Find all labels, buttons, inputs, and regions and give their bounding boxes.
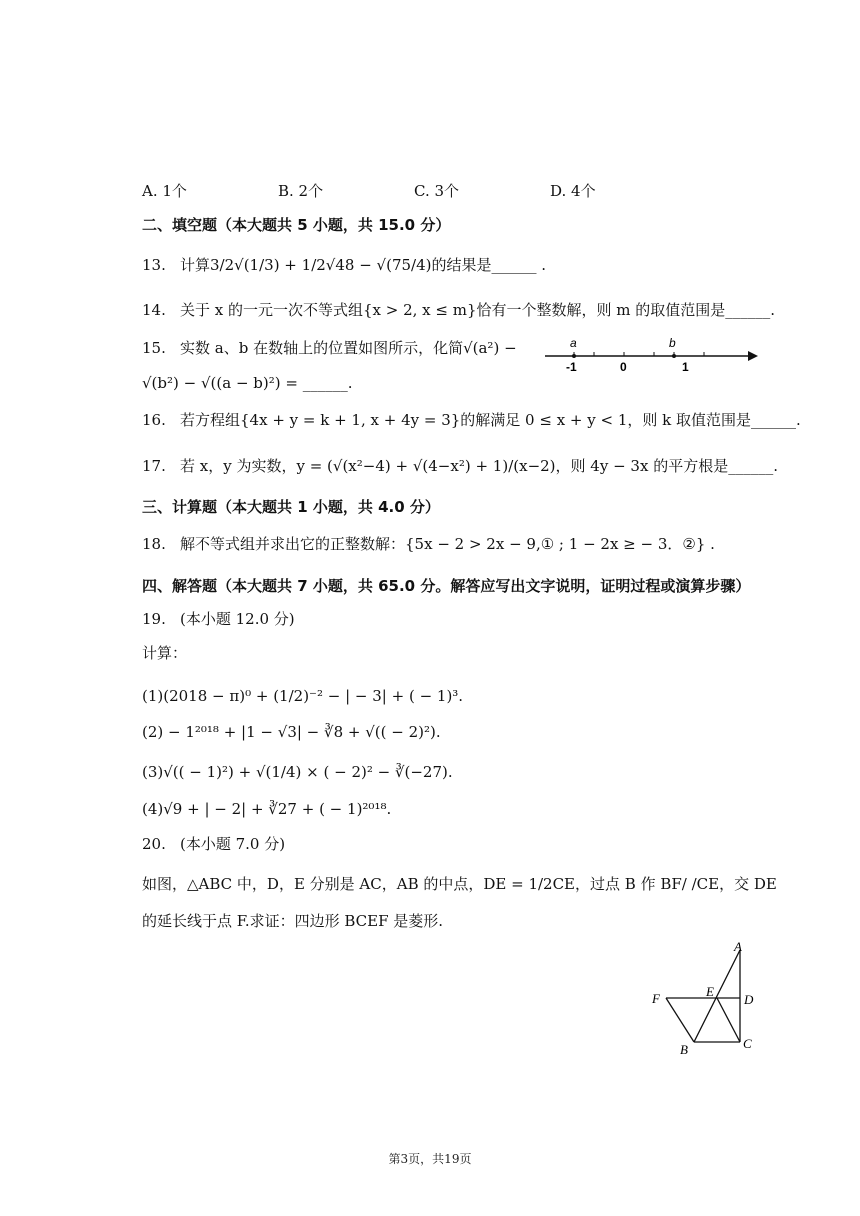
question-19-item-4: (4)√9 + | − 2| + ∛27 + ( − 1)²⁰¹⁸. xyxy=(142,800,392,818)
label-B: B xyxy=(680,1042,688,1057)
label-D: D xyxy=(744,992,754,1007)
label-E: E xyxy=(706,984,714,999)
question-19-item-2: (2) − 1²⁰¹⁸ + |1 − √3| − ∛8 + √(( − 2)²). xyxy=(142,723,441,741)
label-A: A xyxy=(734,939,742,954)
question-17 xyxy=(142,456,778,476)
label-a: a xyxy=(570,336,577,350)
option-a: A. 1个 xyxy=(142,182,187,200)
question-18 xyxy=(142,534,715,554)
question-16 xyxy=(142,410,801,430)
label-C: C xyxy=(743,1036,752,1051)
question-number: 13. xyxy=(142,256,166,274)
question-15-line1 xyxy=(142,338,517,358)
tick-label-zero: 0 xyxy=(620,360,627,374)
question-19-intro: 计算： xyxy=(142,644,188,662)
question-score: (本小题 7.0 分) xyxy=(180,835,286,853)
question-score: (本小题 12.0 分) xyxy=(180,610,295,628)
tick-label-one: 1 xyxy=(682,360,689,374)
section-title-fill-in: 二、填空题（本大题共 5 小题，共 15.0 分） xyxy=(142,216,451,234)
question-13 xyxy=(142,255,546,275)
point-a xyxy=(572,354,576,358)
question-text: 关于 x 的一元一次不等式组{x > 2, x ≤ m}恰有一个整数解，则 m 的取值范围是______. xyxy=(180,301,776,319)
question-15-line2: √(b²) − √((a − b)²) = ______. xyxy=(142,374,353,392)
label-b: b xyxy=(669,336,676,350)
question-19-item-1: (1)(2018 − π)⁰ + (1/2)⁻² − | − 3| + ( − 1)³. xyxy=(142,687,464,705)
arrow-right-icon xyxy=(748,351,758,361)
section-title-calculation: 三、计算题（本大题共 1 小题，共 4.0 分） xyxy=(142,498,440,516)
question-20-line2: 的延长线于点 F.求证：四边形 BCEF 是菱形. xyxy=(142,912,444,930)
point-b xyxy=(672,354,676,358)
question-text: 若 x，y 为实数，y = (√(x²−4) + √(4−x²) + 1)/(x−2)，则 4y − 3x 的平方根是______. xyxy=(180,457,778,475)
question-19-header xyxy=(142,609,295,629)
question-number: 17. xyxy=(142,457,166,475)
rhombus-figure xyxy=(646,938,776,1058)
question-19-item-3: (3)√(( − 1)²) + √(1/4) × ( − 2)² − ∛(−27). xyxy=(142,763,453,781)
question-text: 计算3/2√(1/3) + 1/2√48 − √(75/4)的结果是______ . xyxy=(180,256,547,274)
question-20-header xyxy=(142,834,285,854)
option-d: D. 4个 xyxy=(550,182,596,200)
section-title-answer: 四、解答题（本大题共 7 小题，共 65.0 分。解答应写出文字说明，证明过程或演算步骤） xyxy=(142,577,751,595)
question-number: 14. xyxy=(142,301,166,319)
question-text: 解不等式组并求出它的正整数解：{5x − 2 > 2x − 9,① ; 1 − 2x ≥ − 3．②} . xyxy=(180,535,715,553)
figure-lines xyxy=(666,950,740,1042)
tick-label-minus-one: -1 xyxy=(566,360,577,374)
page-footer: 第3页，共19页 xyxy=(388,1152,472,1166)
question-14 xyxy=(142,300,775,320)
question-number: 15. xyxy=(142,339,166,357)
label-F: F xyxy=(652,991,660,1006)
question-number: 20. xyxy=(142,835,166,853)
question-20-line1: 如图，△ABC 中，D，E 分别是 AC，AB 的中点，DE = 1/2CE，过点 B 作 BF/ /CE，交 DE xyxy=(142,875,777,893)
option-b: B. 2个 xyxy=(278,182,324,200)
question-number: 18. xyxy=(142,535,166,553)
question-text: 若方程组{4x + y = k + 1, x + 4y = 3}的解满足 0 ≤ x + y < 1，则 k 取值范围是______. xyxy=(180,411,801,429)
number-line-figure xyxy=(540,336,760,376)
question-text: 实数 a、b 在数轴上的位置如图所示，化简√(a²) − xyxy=(180,339,517,357)
question-number: 19. xyxy=(142,610,166,628)
option-c: C. 3个 xyxy=(414,182,460,200)
question-number: 16. xyxy=(142,411,166,429)
